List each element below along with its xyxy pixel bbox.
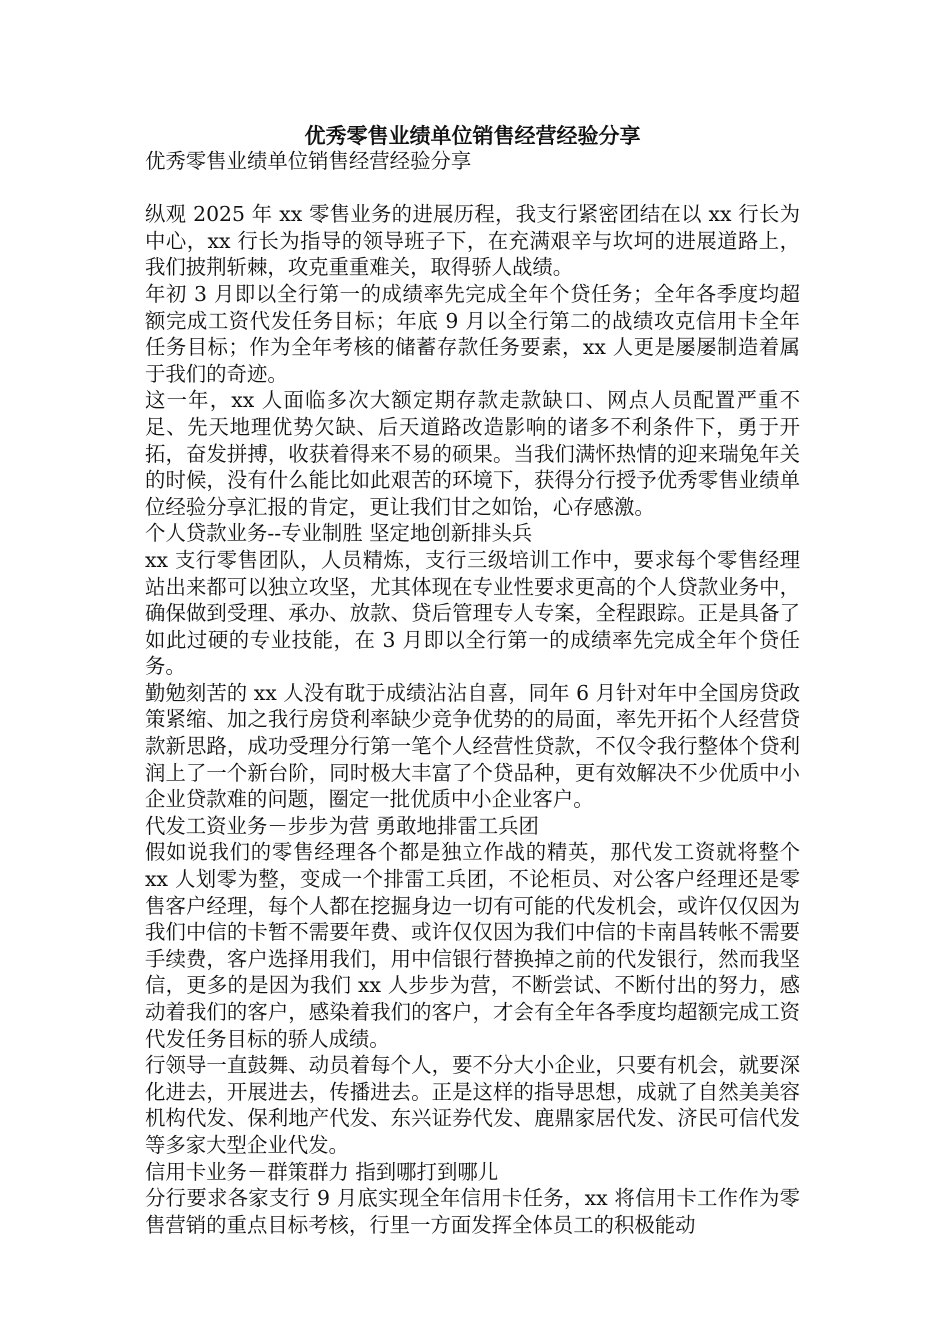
body-paragraph: xx 支行零售团队，人员精炼，支行三级培训工作中，要求每个零售经理站出来都可以独立攻坚，尤其体现在专业性要求更高的个人贷款业务中，确保做到受理、承办、放款、贷后管理专人专案，全程跟踪。正是具备了如此过硬的专业技能，在 3 月即以全行第一的成绩率先完成全年个贷任务。 [145,547,800,679]
body-paragraph: 纵观 2025 年 xx 零售业务的进展历程，我支行紧密团结在以 xx 行长为中心，xx 行长为指导的领导班子下，在充满艰辛与坎坷的进展道路上，我们披荆斩棘，攻克重重难关，取得骄人战绩。 [145,202,800,280]
body-paragraph: 这一年，xx 人面临多次大额定期存款走款缺口、网点人员配置严重不足、先天地理优势欠缺、后天道路改造影响的诸多不利条件下，勇于开拓，奋发拼搏，收获着得来不易的硕果。当我们满怀热情的迎来瑞兔年关的时候，没有什么能比如此艰苦的环境下，获得分行授予优秀零售业绩单位经验分享汇报的肯定，更让我们甘之如饴，心存感激。 [145,388,800,519]
section-heading: 代发工资业务－步步为营 勇敢地排雷工兵团 [145,813,539,838]
section-heading: 信用卡业务－群策群力 指到哪打到哪儿 [145,1159,499,1184]
body-paragraph: 年初 3 月即以全行第一的成绩率先完成全年个贷任务；全年各季度均超额完成工资代发任务目标；年底 9 月以全行第二的战绩攻克信用卡全年任务目标；作为全年考核的储蓄存款任务要素，xx 人更是屡屡制造着属于我们的奇迹。 [145,281,800,386]
body-paragraph: 假如说我们的零售经理各个都是独立作战的精英，那代发工资就将整个 xx 人划零为整，变成一个排雷工兵团，不论柜员、对公客户经理还是零售客户经理，每个人都在挖掘身边一切有可能的代发机会，或许仅仅因为我们中信的卡暂不需要年费、或许仅仅因为我们中信的卡南昌转帐不需要手续费，客户选择用我们，用中信银行替换掉之前的代发银行，然而我坚信，更多的是因为我们 xx 人步步为营，不断尝试、不断付出的努力，感动着我们的客户，感染着我们的客户，才会有全年各季度均超额完成工资代发任务目标的骄人成绩。 [145,840,800,1051]
body-paragraph: 勤勉刻苦的 xx 人没有耽于成绩沾沾自喜，同年 6 月针对年中全国房贷政策紧缩、加之我行房贷利率缺少竞争优势的的局面，率先开拓个人经营贷款新思路，成功受理分行第一笔个人经营性贷款，不仅令我行整体个贷利润上了一个新台阶，同时极大丰富了个贷品种，更有效解决不少优质中小企业贷款难的问题，圈定一批优质中小企业客户。 [145,680,800,812]
body-paragraph: 行领导一直鼓舞、动员着每个人，要不分大小企业，只要有机会，就要深化进去，开展进去，传播进去。正是这样的指导思想，成就了自然美美容机构代发、保利地产代发、东兴证券代发、鹿鼎家居代发、济民可信代发等多家大型企业代发。 [145,1053,800,1157]
document-body [145,148,800,1238]
body-paragraph: 分行要求各家支行 9 月底实现全年信用卡任务，xx 将信用卡工作作为零售营销的重点目标考核，行里一方面发挥全体员工的积极能动 [145,1186,800,1237]
blank-line [145,175,800,202]
document-title: 优秀零售业绩单位销售经营经验分享 [304,123,641,148]
section-heading: 个人贷款业务--专业制胜 坚定地创新排头兵 [145,521,533,546]
subtitle-paragraph: 优秀零售业绩单位销售经营经验分享 [145,149,472,173]
